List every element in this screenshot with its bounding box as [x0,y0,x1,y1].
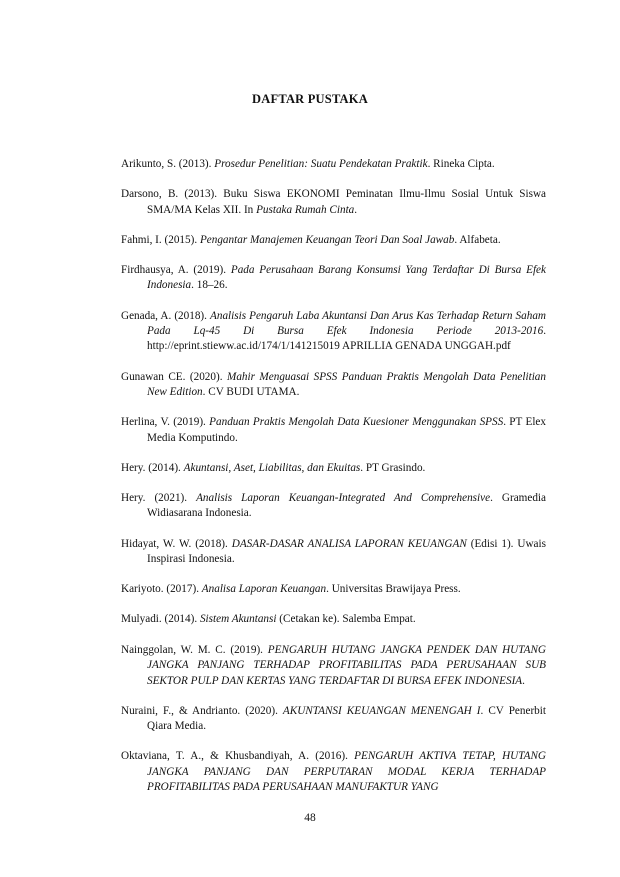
reference-text: Oktaviana, T. A., & Khusbandiyah, A. (2016). [121,750,355,763]
reference-title: Pustaka Rumah Cinta [256,203,355,216]
reference-entry [121,461,546,476]
reference-text: . CV BUDI UTAMA. [202,386,300,399]
reference-text: . CV Penerbit Qiara Media. [147,704,546,733]
reference-text: Darsono, B. (2013). Buku Siswa EKONOMI Peminatan Ilmu-Ilmu Sosial Untuk Siswa SMA/MA Kelas XII. In [121,188,546,216]
page-title: DAFTAR PUSTAKA [252,92,368,106]
reference-text: Nuraini, F., & Andrianto. (2020). [121,704,283,717]
reference-text: . 18–26. [191,279,228,292]
reference-text: . Alfabeta. [454,233,501,246]
reference-text: Arikunto, S. (2013). [121,158,215,170]
reference-text: Hery. (2021). [121,492,197,505]
reference-title: Akuntansi, Aset, Liabilitas, dan Ekuitas [183,461,361,474]
reference-text: . [354,203,358,216]
reference-entry [121,263,546,294]
reference-text: . PT Grasindo. [360,461,426,474]
reference-text: Mulyadi. (2014). [121,613,200,626]
reference-title: Pengantar Manajemen Keuangan Teori Dan Soal Jawab [199,233,455,246]
reference-title: PENGARUH AKTIVA TETAP, HUTANG JANGKA PANJANG DAN PERPUTARAN MODAL KERJA TERHADAP PROFITABILITAS PADA PERUSAHAAN MANUFAKTUR YANG [147,750,546,794]
reference-text: . Rineka Cipta. [427,158,495,170]
reference-title: Pada Perusahaan Barang Konsumsi Yang Terdaftar Di Bursa Efek Indonesia [147,264,546,292]
reference-entry [121,704,546,735]
reference-title: DASAR-DASAR ANALISA LAPORAN KEUANGAN [231,537,467,550]
reference-text: . Gramedia Widiasarana Indonesia. [147,492,546,520]
reference-title: Prosedur Penelitian: Suatu Pendekatan Praktik [214,158,428,170]
reference-entry [121,370,546,401]
reference-text: (Cetakan ke). Salemba Empat. [276,613,416,626]
reference-entry [121,582,546,597]
reference-entry [121,491,546,522]
reference-text: Herlina, V. (2019). [121,416,210,429]
reference-title: PENGARUH HUTANG JANGKA PENDEK DAN HUTANG JANGKA PANJANG TERHADAP PROFITABILITAS PADA PERUSAHAAN SUB SEKTOR PULP DAN KERTAS YANG TERDAFTAR DI BURSA EFEK INDONESIA [147,643,547,687]
reference-entry [121,157,546,172]
reference-title: AKUNTANSI KEUANGAN MENENGAH I [282,704,481,717]
reference-text: . PT Elex Media Komputindo. [147,416,546,444]
reference-text: Firdhausya, A. (2019). [121,264,231,277]
reference-text: Hery. (2014). [121,461,184,474]
reference-entry [121,612,546,627]
reference-title: Analisa Laporan Keuangan [201,583,327,596]
reference-entry [121,233,546,248]
reference-entry [121,537,546,568]
reference-title: Mahir Menguasai SPSS Panduan Praktis Mengolah Data Penelitian New Edition [147,370,546,399]
reference-text: . [522,674,525,687]
reference-title: Sistem Akuntansi [199,613,277,626]
reference-title: Panduan Praktis Mengolah Data Kuesioner Menggunakan SPSS [209,416,504,429]
reference-entry [121,309,546,355]
reference-text: Nainggolan, W. M. C. (2019). [121,643,268,656]
reference-title: Analisis Laporan Keuangan-Integrated And Comprehensive [196,492,491,505]
reference-entry [121,187,546,218]
reference-text: Fahmi, I. (2015). [121,233,200,246]
reference-entry [121,643,546,689]
reference-entry [121,749,546,795]
reference-text: . http://eprint.stieww.ac.id/174/1/141215019 APRILLIA GENADA UNGGAH.pdf [147,325,546,353]
reference-entry [121,415,546,446]
reference-text: Genada, A. (2018). [121,309,211,322]
reference-list [121,157,546,810]
reference-text: Kariyoto. (2017). [121,583,202,596]
reference-text: (Edisi 1). Uwais Inspirasi Indonesia. [147,537,546,566]
reference-title: Analisis Pengaruh Laba Akuntansi Dan Arus Kas Terhadap Return Saham Pada Lq-45 Di Bursa Efek Indonesia Periode 2013-2016 [147,309,547,338]
reference-text: . Universitas Brawijaya Press. [326,583,461,596]
page-number: 48 [304,812,316,824]
reference-text: Hidayat, W. W. (2018). [121,537,232,550]
reference-text: Gunawan CE. (2020). [121,370,227,383]
